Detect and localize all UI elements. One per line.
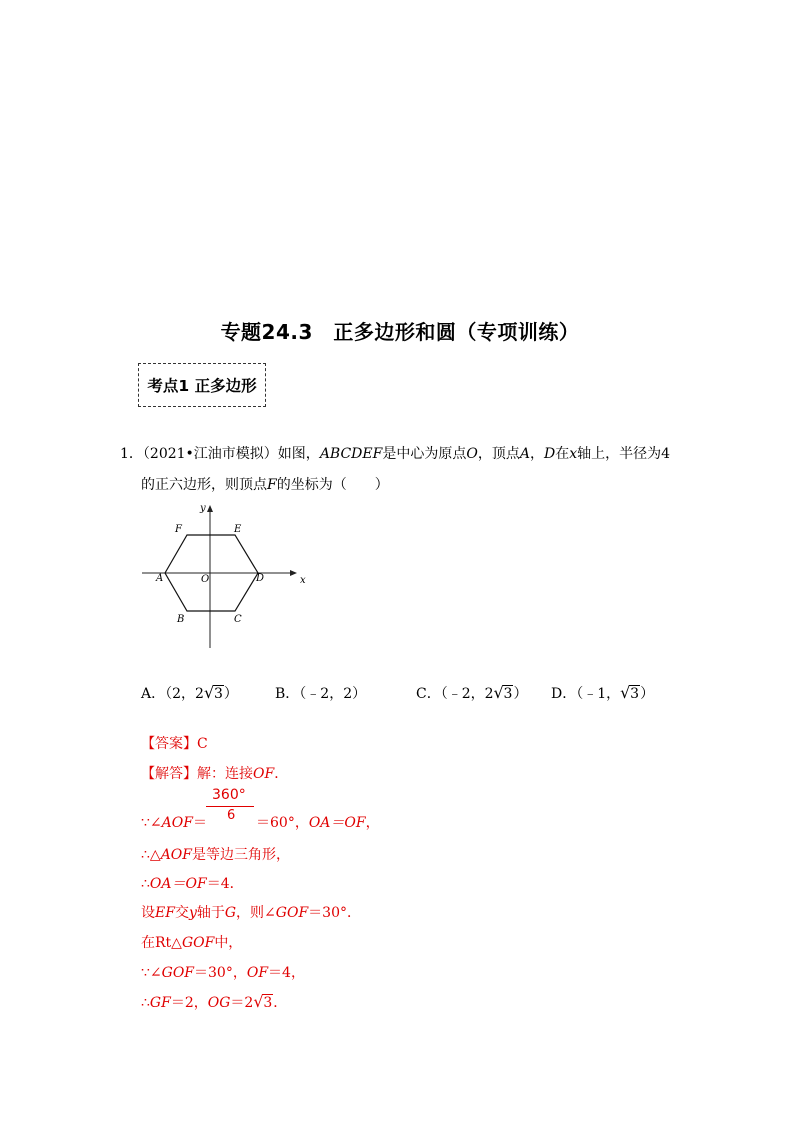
option-d[interactable]: D．（﹣1， √ 3）: [551, 683, 655, 702]
fraction-bar: [206, 806, 254, 807]
origin-label: O: [201, 574, 210, 585]
vertex-label-a: A: [156, 573, 164, 584]
question-line-2: 的正六边形，则顶点F的坐标为（ ）: [141, 477, 389, 493]
sqrt-expression: √ 3: [493, 683, 513, 702]
solution-line-1: ∵∠AOF＝: [141, 815, 207, 831]
page-title: 专题24.3 正多边形和圆（专项训练）: [220, 320, 580, 344]
section-label: 考点1 正多边形: [138, 363, 266, 407]
vertex-label-f: F: [175, 524, 182, 535]
solution-line-4: 设EF交y轴于G，则∠GOF＝30°．: [141, 905, 361, 921]
vertex-label-b: B: [177, 614, 185, 625]
y-axis-label: y: [200, 503, 206, 514]
solution-line-6: ∵∠GOF＝30°，OF＝4，: [141, 965, 305, 981]
solution-line-3: ∴OA＝OF＝4．: [141, 876, 244, 892]
fraction-denominator: 6: [227, 808, 236, 823]
sqrt-expression: √ 3: [203, 683, 223, 702]
solution-line-1-tail: ＝60°，OA＝OF，: [256, 815, 380, 831]
vertex-label-e: E: [234, 524, 242, 535]
answer-line: 【答案】C: [141, 736, 208, 752]
x-axis-label: x: [300, 575, 306, 586]
question-line-1: 1．（2021•江油市模拟）如图，ABCDEF是中心为原点O，顶点A，D在x轴上，半径为4: [120, 446, 671, 462]
solution-line-5: 在Rt△GOF中，: [141, 935, 243, 951]
question-number: 1．: [120, 446, 143, 462]
option-c[interactable]: C．（﹣2，2 √ 3）: [416, 683, 528, 702]
solution-intro: 【解答】解：连接OF．: [141, 766, 289, 782]
option-a[interactable]: A．（2，2 √ 3）: [141, 683, 238, 702]
solution-line-2: ∴△AOF是等边三角形，: [141, 847, 290, 863]
vertex-label-c: C: [234, 614, 242, 625]
option-b[interactable]: B．（﹣2，2）: [275, 686, 367, 702]
hexagon-figure: [140, 500, 310, 652]
sqrt-expression: √ 3: [253, 992, 273, 1011]
sqrt-expression: √ 3: [620, 683, 640, 702]
solution-line-7: ∴GF＝2，OG＝2 √ 3．: [141, 992, 288, 1011]
vertex-label-d: D: [256, 573, 265, 584]
fraction-numerator: 360°: [212, 787, 246, 803]
